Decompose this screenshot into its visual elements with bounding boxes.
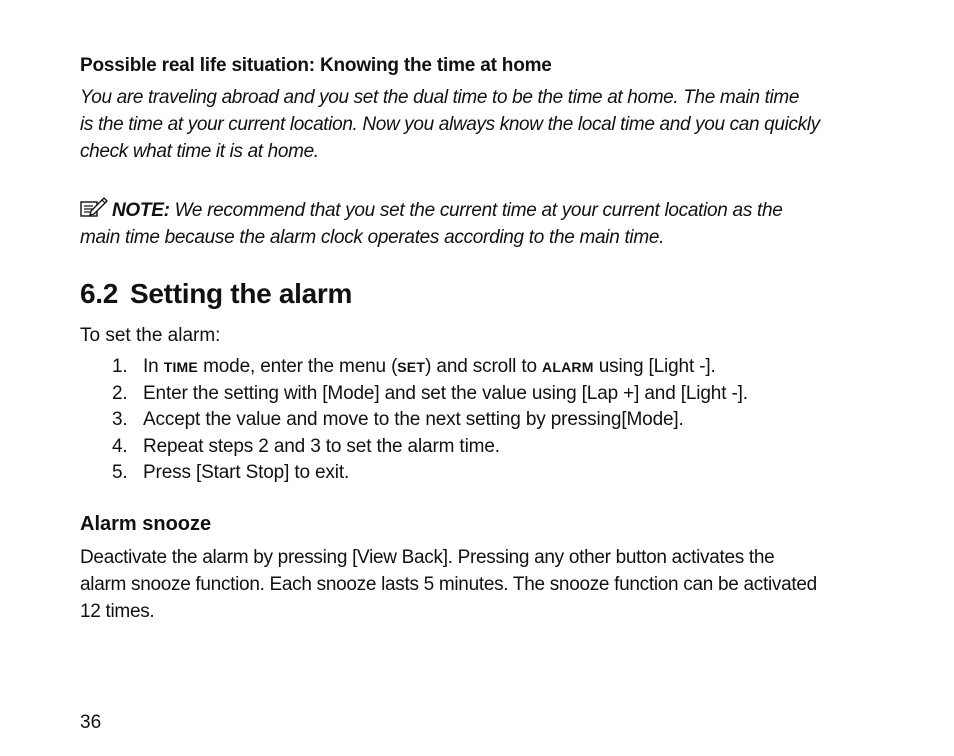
list-item — [80, 460, 880, 487]
snooze-line: 12 times. — [80, 601, 155, 622]
menu-name-set: SET — [397, 359, 426, 375]
snooze-heading: Alarm snooze — [80, 513, 212, 535]
snooze-paragraph — [80, 544, 880, 625]
page-number: 36 — [80, 712, 102, 733]
step-text: In TIME mode, enter the menu (SET) and scroll to ALARM using [Light -]. — [143, 356, 716, 377]
step-number: 3. — [112, 409, 128, 430]
snooze-line: alarm snooze function. Each snooze lasts 5 minutes. The snooze function can be activated — [80, 574, 817, 595]
snooze-line: Deactivate the alarm by pressing [View Back]. Pressing any other button activates the — [80, 547, 775, 568]
note-line-2: main time because the alarm clock operates according to the main time. — [80, 227, 665, 248]
note-text: We recommend that you set the current time at your current location as the — [169, 200, 783, 221]
situation-line: You are traveling abroad and you set the dual time to be the time at home. The main time — [80, 87, 800, 108]
step-text: Accept the value and move to the next setting by pressing[Mode]. — [143, 409, 684, 430]
step-text: Press [Start Stop] to exit. — [143, 462, 350, 483]
list-item — [80, 434, 880, 461]
steps-list — [80, 354, 880, 487]
step-text: Enter the setting with [Mode] and set the value using [Lap +] and [Light -]. — [143, 382, 748, 404]
step-text: Repeat steps 2 and 3 to set the alarm time. — [143, 435, 500, 457]
intro-text: To set the alarm: — [80, 325, 221, 346]
situation-line: check what time it is at home. — [80, 141, 319, 162]
situation-line: is the time at your current location. Now you always know the local time and you can quickly — [80, 114, 820, 135]
note-label: NOTE: — [112, 200, 170, 221]
mode-name-time: TIME — [163, 359, 198, 375]
step-number: 1. — [112, 356, 128, 377]
section-title: Setting the alarm — [130, 278, 353, 309]
list-item — [80, 381, 880, 408]
note-pencil-icon — [80, 196, 110, 218]
step-number: 2. — [112, 382, 128, 404]
section-heading — [80, 278, 352, 310]
list-item — [80, 354, 880, 381]
menu-name-alarm: ALARM — [542, 359, 594, 375]
note-block — [80, 196, 880, 251]
note-line-1 — [80, 196, 880, 224]
list-item — [80, 407, 880, 434]
situation-paragraph — [80, 84, 880, 165]
situation-heading: Possible real life situation: Knowing the time at home — [80, 55, 552, 76]
step-number: 4. — [112, 435, 128, 457]
section-number: 6.2 — [80, 278, 119, 309]
step-number: 5. — [112, 462, 128, 483]
